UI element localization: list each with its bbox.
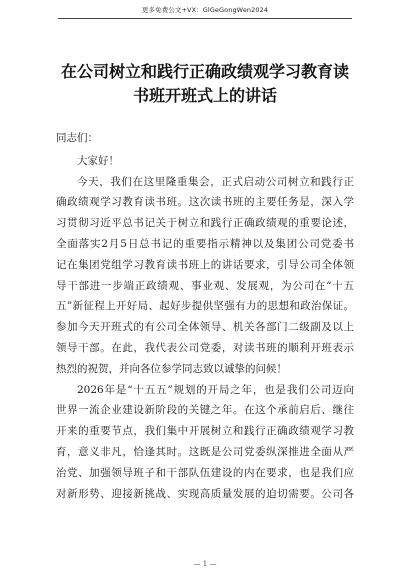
paragraph-1-line: 记在集团党组学习教育读书班上的讲话要求，引导公司全体领 — [56, 258, 354, 271]
header-divider — [58, 18, 352, 19]
header-note: 更多免费公文+VX：GlGeGongWen2024 — [141, 6, 269, 14]
paragraph-1-line: 今天，我们在这里隆重集会，正式启动公司树立和践行正 — [77, 175, 354, 188]
paragraph-1-line: 习贯彻习近平总书记关于树立和践行正确政绩观的重要论述， — [56, 217, 354, 230]
paragraph-2-line: 2026年是“十五五”规划的开局之年，也是我们公司迈向 — [77, 383, 354, 396]
paragraph-2-line: 开来的重要节点，我们集中开展树立和践行正确政绩观学习教 — [56, 425, 354, 438]
paragraph-2-line: 治党、加强领导班子和干部队伍建设的内在要求，也是我们应 — [56, 466, 354, 479]
salutation: 同志们： — [56, 132, 98, 144]
paragraph-2-line: 世界一流企业建设新阶段的关键之年。在这个承前启后、继往 — [56, 404, 354, 417]
paragraph-2-line: 育，意义非凡，恰逢其时。这既是公司党委纵深推进全面从严 — [56, 445, 354, 458]
title-line-1: 在公司树立和践行正确政绩观学习教育读 — [60, 62, 349, 81]
paragraph-1-line: 参加今天开班式的有公司全体领导、机关各部门二级副及以上 — [56, 321, 354, 334]
page-number: — 1 — — [193, 560, 217, 568]
document-body — [56, 128, 354, 504]
paragraph-1-line: 热烈的祝贺，并向各位参学同志致以诚挚的问候！ — [56, 362, 287, 375]
paragraph-1-line: 导干部进一步端正政绩观、事业观、发展观，为公司在“十五 — [56, 279, 354, 292]
paragraph-1-line: 确政绩观学习教育读书班。这次读书班的主要任务是，深入学 — [56, 196, 354, 209]
document-title — [55, 60, 355, 108]
paragraph-1-line: 全面落实2月5日总书记的重要指示精神以及集团公司党委书 — [56, 237, 354, 250]
title-line-2: 书班开班式上的讲话 — [132, 86, 277, 105]
paragraph-1-line: 五”新征程上开好局、起好步提供坚强有力的思想和政治保证。 — [56, 300, 354, 313]
paragraph-1 — [56, 172, 354, 380]
greeting: 大家好！ — [77, 154, 119, 167]
paragraph-1-line: 领导干部。在此，我代表公司党委，对读书班的顺利开班表示 — [56, 341, 354, 354]
paragraph-2 — [56, 380, 354, 505]
paragraph-2-line: 对新形势、迎接新挑战、实现高质量发展的迫切需要。公司各 — [56, 487, 354, 500]
